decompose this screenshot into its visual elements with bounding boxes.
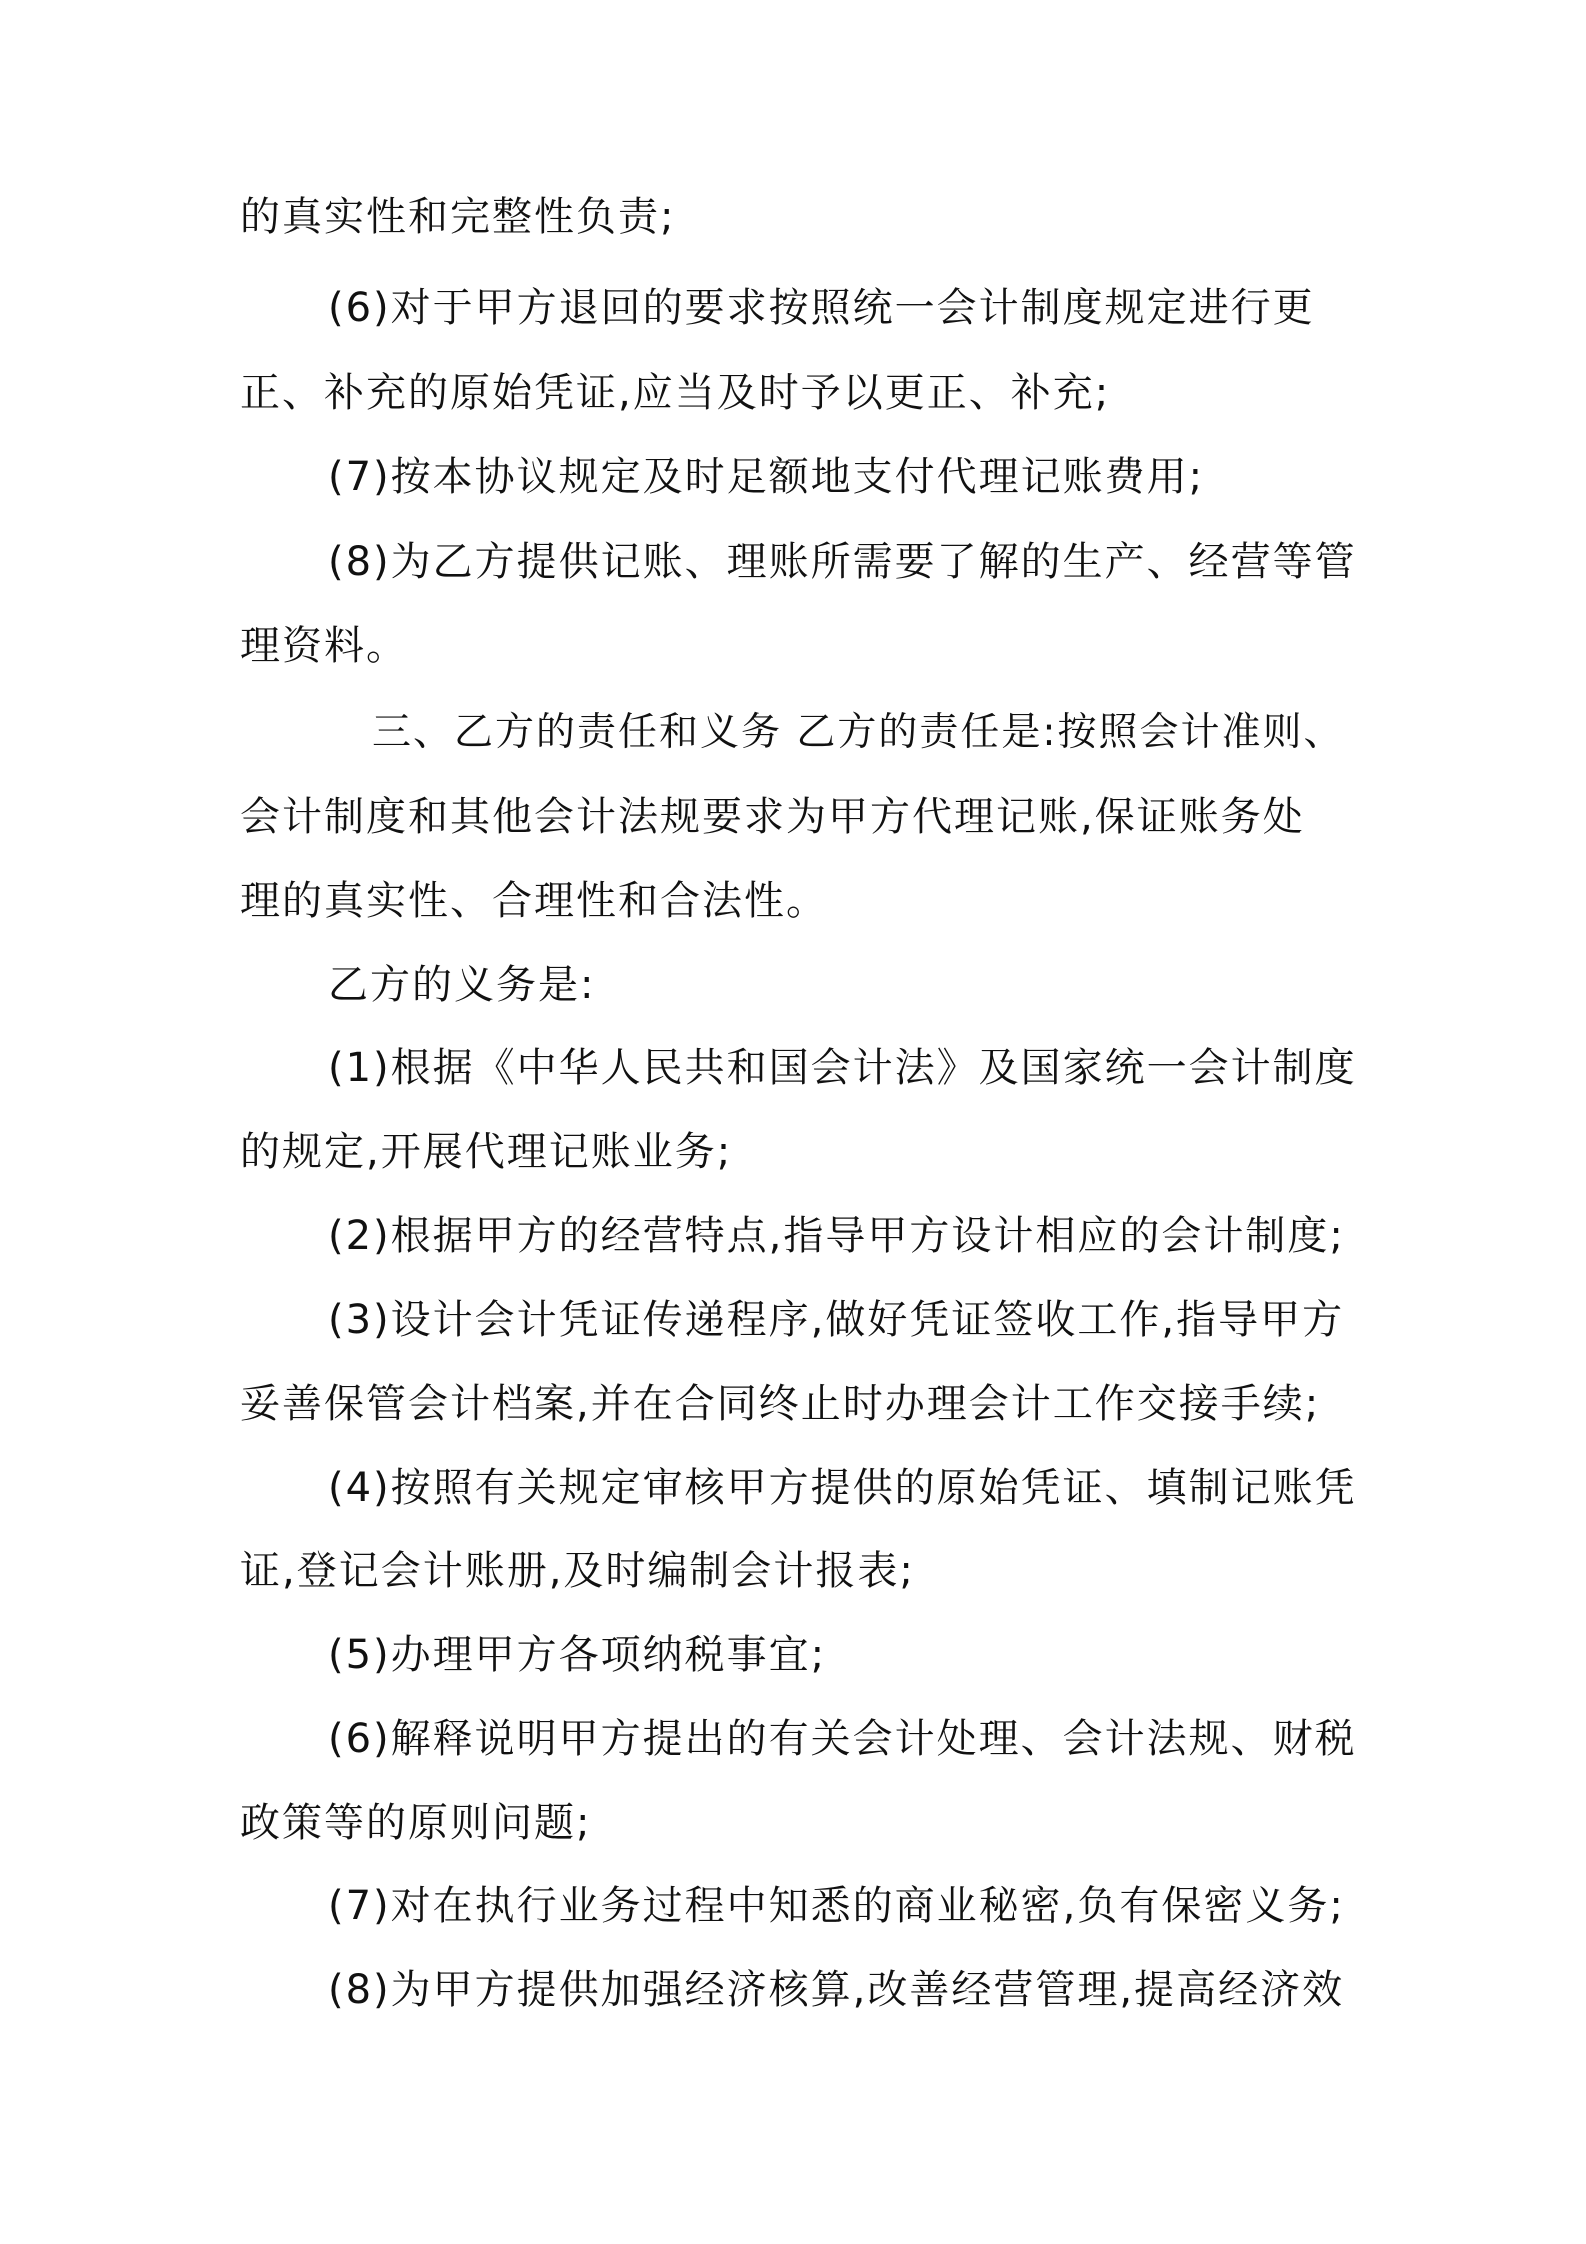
text-line: (8)为甲方提供加强经济核算,改善经营管理,提高经济效	[328, 1967, 1345, 2013]
text-line: 乙方的义务是:	[328, 962, 596, 1008]
text-line: (8)为乙方提供记账、理账所需要了解的生产、经营等管	[328, 539, 1357, 585]
text-line: (5)办理甲方各项纳税事宜;	[328, 1632, 827, 1678]
text-line: (6)解释说明甲方提出的有关会计处理、会计法规、财税	[328, 1716, 1357, 1762]
text-line: (7)按本协议规定及时足额地支付代理记账费用;	[328, 454, 1205, 500]
text-line: 政策等的原则问题;	[240, 1800, 592, 1846]
text-line: 妥善保管会计档案,并在合同终止时办理会计工作交接手续;	[240, 1381, 1321, 1427]
text-line: (4)按照有关规定审核甲方提供的原始凭证、填制记账凭	[328, 1465, 1357, 1511]
text-line: (6)对于甲方退回的要求按照统一会计制度规定进行更	[328, 285, 1315, 331]
text-line: 会计制度和其他会计法规要求为甲方代理记账,保证账务处	[240, 794, 1305, 840]
text-line: 正、补充的原始凭证,应当及时予以更正、补充;	[240, 370, 1111, 416]
text-line: (7)对在执行业务过程中知悉的商业秘密,负有保密义务;	[328, 1883, 1345, 1929]
text-line: (3)设计会计凭证传递程序,做好凭证签收工作,指导甲方	[328, 1297, 1345, 1343]
text-line: (2)根据甲方的经营特点,指导甲方设计相应的会计制度;	[328, 1213, 1345, 1259]
text-line: 的规定,开展代理记账业务;	[240, 1129, 733, 1175]
text-line: 证,登记会计账册,及时编制会计报表;	[240, 1548, 915, 1594]
text-line: 理资料。	[240, 623, 408, 669]
text-line: 理的真实性、合理性和合法性。	[240, 878, 828, 924]
text-line: (1)根据《中华人民共和国会计法》及国家统一会计制度	[328, 1045, 1357, 1091]
section-heading-line: 三、乙方的责任和义务 乙方的责任是:按照会计准则、	[372, 710, 1345, 755]
text-line: 的真实性和完整性负责;	[240, 194, 676, 240]
